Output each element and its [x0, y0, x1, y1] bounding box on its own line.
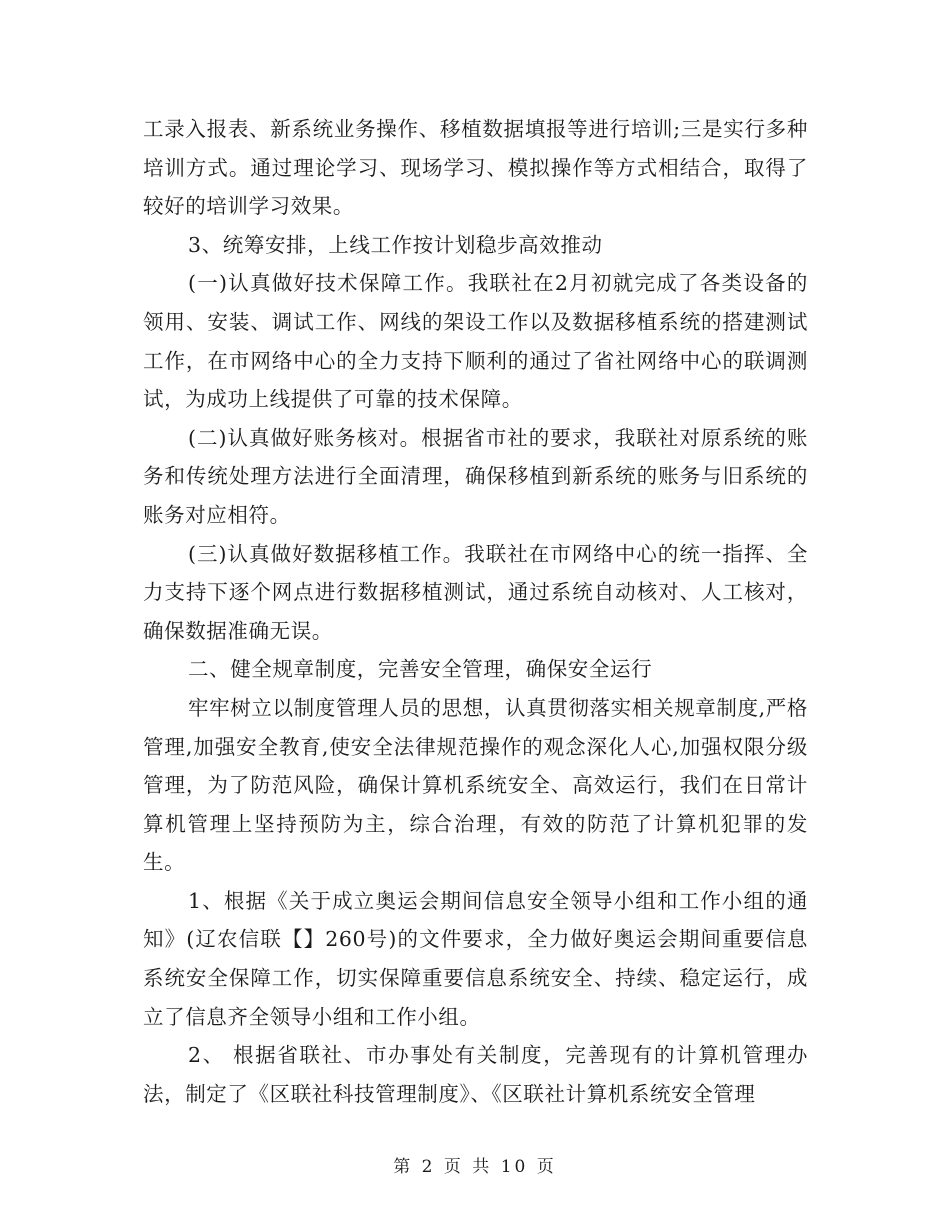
paragraph-3: (一)认真做好技术保障工作。我联社在2月初就完成了各类设备的领用、安装、调试工作、网线的架设工作以及数据移植系统的搭建测试工作，在市网络中心的全力支持下顺利的通过了省社网络中心的联调测试，为成功上线提供了可靠的技术保障。: [143, 271, 808, 412]
paragraph-9: 2、 根据省联社、市办事处有关制度，完善现有的计算机管理办法，制定了《区联社科技管理制度》、《区联社计算机系统安全管理: [143, 1043, 808, 1106]
document-body: [143, 110, 808, 1113]
paragraph-8: 1、根据《关于成立奥运会期间信息安全领导小组和工作小组的通知》(辽农信联【】260号)的文件要求，全力做好奥运会期间重要信息系统安全保障工作，切实保障重要信息系统安全、持续、稳定运行，成立了信息齐全领导小组和工作小组。: [143, 888, 808, 1029]
paragraph-7: 牢牢树立以制度管理人员的思想，认真贯彻落实相关规章制度,严格管理,加强安全教育,使安全法律规范操作的观念深化人心,加强权限分级管理，为了防范风险，确保计算机系统安全、高效运行，我们在日常计算机管理上坚持预防为主，综合治理，有效的防范了计算机犯罪的发生。: [143, 695, 808, 875]
paragraph-6: 二、健全规章制度，完善安全管理，确保安全运行: [188, 657, 653, 682]
page-footer: 第 2 页 共 10 页: [393, 1157, 557, 1177]
paragraph-4: (二)认真做好账务核对。根据省市社的要求，我联社对原系统的账务和传统处理方法进行全面清理，确保移植到新系统的账务与旧系统的账务对应相符。: [143, 425, 808, 527]
paragraph-5: (三)认真做好数据移植工作。我联社在市网络中心的统一指挥、全力支持下逐个网点进行数据移植测试，通过系统自动核对、人工核对，确保数据准确无误。: [143, 541, 808, 643]
paragraph-1: 工录入报表、新系统业务操作、移植数据填报等进行培训;三是实行多种培训方式。通过理论学习、现场学习、模拟操作等方式相结合，取得了较好的培训学习效果。: [143, 117, 808, 219]
paragraph-2: 3、统筹安排，上线工作按计划稳步高效推动: [188, 232, 603, 257]
